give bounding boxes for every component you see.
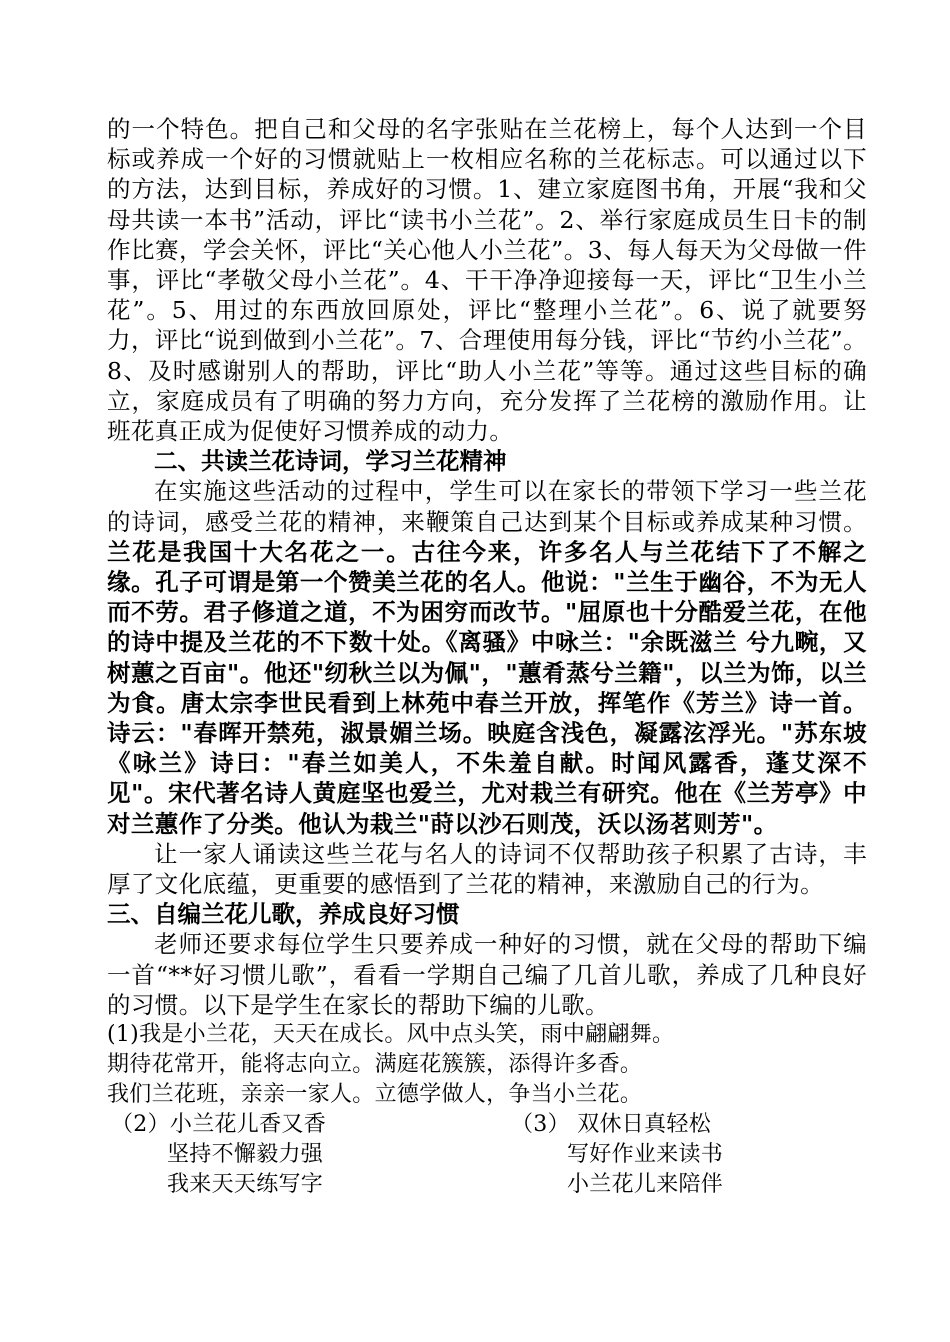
section-3-heading: 三、自编兰花儿歌，养成良好习惯	[107, 900, 460, 929]
song-1-line: (1)我是小兰花，天天在成长。风中点头笑，雨中翩翩舞。	[107, 1022, 675, 1048]
section-2-paragraph-1-plain: 在实施这些活动的过程中，学生可以在家长的带领下学习一些兰花的诗词，感受兰花的精神，来鞭策自己达到某个目标或养成某种习惯。	[107, 477, 867, 536]
song-1-line: 期待花常开，能将志向立。满庭花簇簇，添得许多香。	[107, 1052, 643, 1078]
section-2-paragraph-1-bold: 兰花是我国十大名花之一。古往今来，许多名人与兰花结下了不解之缘。孔子可谓是第一个赞美兰花的名人。他说："兰生于幽谷，不为无人而不劳。君子修道之道，不为困穷而改节。"屈原也十分酷爱兰花，在他的诗中提及兰花的不下数十处。《离骚》中咏兰："余既滋兰 兮九畹，又树蕙之百亩"。他还"纫秋兰以为佩"，"蕙肴蒸兮兰籍"，以兰为饰，以兰为食。唐太宗李世民看到上林苑中春兰开放，挥笔作《芳兰》诗一首。诗云："春晖开禁苑，淑景媚兰场。映庭含浅色，凝露泫浮光。"苏东坡《咏兰》诗曰："春兰如美人，不朱羞自献。时闻风露香，蓬艾深不见"。宋代著名诗人黄庭坚也爱兰，尤对栽兰有研究。他在《兰芳亭》中对兰蕙作了分类。他认为栽兰"莳以沙石则茂，沃以汤茗则芳"。	[107, 537, 867, 838]
song-3-title: （3） 双休日真轻松	[511, 1112, 711, 1138]
document-page	[107, 114, 867, 1200]
section-3-paragraph-1: 老师还要求每位学生只要养成一种好的习惯，就在父母的帮助下编一首“**好习惯儿歌”，看看一学期自己编了几首儿歌，养成了几种良好的习惯。以下是学生在家长的帮助下编的儿歌。	[107, 930, 867, 1019]
song-1-line: 我们兰花班，亲亲一家人。立德学做人，争当小兰花。	[107, 1082, 643, 1108]
song-3-line: 写好作业来读书	[567, 1142, 724, 1168]
section-2-paragraph-1	[107, 476, 867, 838]
song-3	[511, 1110, 811, 1200]
song-2	[111, 1110, 411, 1200]
section-2-heading: 二、共读兰花诗词，学习兰花精神	[154, 447, 507, 476]
section-2-paragraph-2: 让一家人诵读这些兰花与名人的诗词不仅帮助孩子积累了古诗，丰厚了文化底蕴，更重要的感悟到了兰花的精神，来激励自己的行为。	[107, 839, 867, 899]
song-2-line: 我来天天练写字	[167, 1172, 324, 1198]
song-2-title: （2）小兰花儿香又香	[111, 1112, 326, 1138]
songs-2-3-columns	[111, 1110, 811, 1200]
song-2-line: 坚持不懈毅力强	[167, 1142, 324, 1168]
intro-paragraph: 的一个特色。把自己和父母的名字张贴在兰花榜上，每个人达到一个目标或养成一个好的习惯就贴上一枚相应名称的兰花标志。可以通过以下的方法，达到目标，养成好的习惯。1、建立家庭图书角，开展“我和父母共读一本书”活动，评比“读书小兰花”。2、举行家庭成员生日卡的制作比赛，学会关怀，评比“关心他人小兰花”。3、每人每天为父母做一件事，评比“孝敬父母小兰花”。4、干干净净迎接每一天，评比“卫生小兰花”。5、用过的东西放回原处，评比“整理小兰花”。6、说了就要努力，评比“说到做到小兰花”。7、合理使用每分钱，评比“节约小兰花”。8、及时感谢别人的帮助，评比“助人小兰花”等等。通过这些目标的确立，家庭成员有了明确的努力方向，充分发挥了兰花榜的激励作用。让班花真正成为促使好习惯养成的动力。	[107, 115, 867, 446]
song-1	[107, 1020, 867, 1110]
song-3-line: 小兰花儿来陪伴	[567, 1172, 724, 1198]
